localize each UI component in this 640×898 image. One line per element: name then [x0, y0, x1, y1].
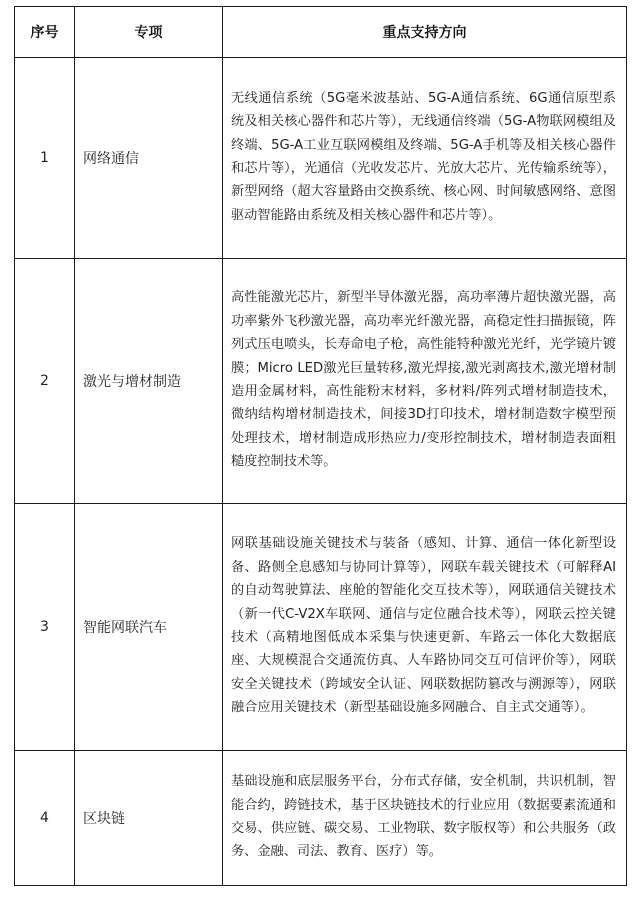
- row-project-name: 网络通信: [75, 58, 223, 259]
- header-project: 专项: [75, 7, 223, 58]
- row-project-name: 激光与增材制造: [75, 259, 223, 504]
- table-row: [15, 58, 627, 259]
- row-index: 1: [15, 58, 75, 259]
- row-index: 3: [15, 504, 75, 751]
- row-project-name: 智能网联汽车: [75, 504, 223, 751]
- table-row: [15, 751, 627, 886]
- table-row: [15, 504, 627, 751]
- row-project-name: 区块链: [75, 751, 223, 886]
- row-description: 无线通信系统（5G毫米波基站、5G-A通信系统、6G通信原型系统及相关核心器件和芯片等），无线通信终端（5G-A物联网模组及终端、5G-A工业互联网模组及终端、5G-A手机等及相关核心器件和芯片等），光通信（光收发芯片、光放大芯片、光传输系统等），新型网络（超大容量路由交换系统、核心网、时间敏感网络、意图驱动智能路由系统及相关核心器件和芯片等）。: [223, 58, 627, 259]
- row-description: 高性能激光芯片，新型半导体激光器，高功率薄片超快激光器，高功率紫外飞秒激光器，高功率光纤激光器，高稳定性扫描振镜，阵列式压电喷头，长寿命电子枪，高性能特种激光光纤，光学镜片镀膜；Micro LED激光巨量转移,激光焊接,激光剥离技术,激光增材制造用金属材料，高性能粉末材料，多材料/阵列式增材制造技术，微纳结构增材制造技术，间接3D打印技术，增材制造数字模型预处理技术，增材制造成形热应力/变形控制技术，增材制造表面粗糙度控制技术等。: [223, 259, 627, 504]
- table-row: [15, 259, 627, 504]
- support-table: [14, 6, 627, 886]
- table-header-row: [15, 7, 627, 58]
- row-description: 基础设施和底层服务平台，分布式存储，安全机制，共识机制，智能合约，跨链技术，基于区块链技术的行业应用（数据要素流通和交易、供应链、碳交易、工业物联、数字版权等）和公共服务（政务、金融、司法、教育、医疗）等。: [223, 751, 627, 886]
- row-index: 4: [15, 751, 75, 886]
- header-index: 序号: [15, 7, 75, 58]
- row-index: 2: [15, 259, 75, 504]
- header-direction: 重点支持方向: [223, 7, 627, 58]
- row-description: 网联基础设施关键技术与装备（感知、计算、通信一体化新型设备、路侧全息感知与协同计算等），网联车载关键技术（可解释AI的自动驾驶算法、座舱的智能化交互技术等），网联通信关键技术（新一代C-V2X车联网、通信与定位融合技术等），网联云控关键技术（高精地图低成本采集与快速更新、车路云一体化大数据底座、大规模混合交通流仿真、人车路协同交互可信评价等），网联安全关键技术（跨域安全认证、网联数据防篡改与溯源等），网联融合应用关键技术（新型基础设施多网融合、自主式交通等）。: [223, 504, 627, 751]
